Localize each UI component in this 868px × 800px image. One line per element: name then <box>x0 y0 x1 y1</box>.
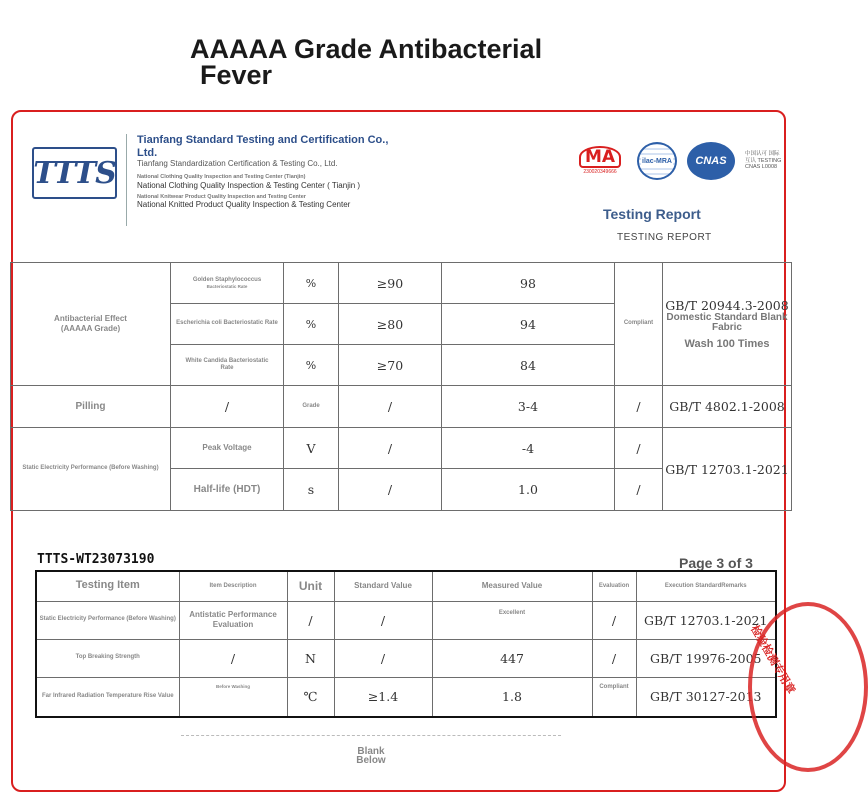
organization-block <box>137 134 397 213</box>
page-number: Page 3 of 3 <box>679 555 753 571</box>
unit-cell: Grade <box>284 386 339 428</box>
required-cell: / <box>339 428 442 469</box>
header-measured-value: Measured Value <box>432 571 592 601</box>
item-cell: White Candida Bacteriostatic Rate <box>171 345 284 386</box>
org-name: Tianfang Standard Testing and Certification Co., Ltd. <box>137 134 389 159</box>
measured-value-cell: Excellent <box>432 601 592 639</box>
measured-value-cell: 447 <box>432 639 592 677</box>
unit-cell: s <box>284 469 339 511</box>
blank-below-note: Blank Below <box>356 746 386 766</box>
header-testing-item: Testing Item <box>36 571 179 601</box>
judgement-cell: / <box>615 428 663 469</box>
item-cell: Escherichia coli Bacteriostatic Rate <box>171 304 284 345</box>
evaluation-cell: / <box>592 639 636 677</box>
standard-cell: GB/T 19976-2005 <box>636 639 776 677</box>
item-cell: / <box>171 386 284 428</box>
measured-cell: -4 <box>442 428 615 469</box>
standard-value-cell: / <box>334 639 432 677</box>
required-cell: / <box>339 469 442 511</box>
unit-cell: % <box>284 345 339 386</box>
static-standard: GB/T 12703.1-2021 <box>663 428 792 511</box>
judgement-cell: / <box>615 469 663 511</box>
cnas-text: CNAS <box>695 155 727 167</box>
item-cell: Static Electricity Performance (Before Washing) <box>36 601 179 639</box>
antibacterial-label: Antibacterial Effect (AAAAA Grade) <box>11 263 171 386</box>
standard-cell: GB/T 12703.1-2021 <box>636 601 776 639</box>
header-unit: Unit <box>287 571 334 601</box>
header-divider <box>126 134 127 226</box>
cnas-caption: 中国认可 国际互认 TESTING CNAS L0008 <box>745 151 782 171</box>
table-row <box>11 428 792 469</box>
center2-name: National Knitted Product Quality Inspection & Testing Center <box>137 200 351 210</box>
required-cell: ≥80 <box>339 304 442 345</box>
item-cell: Golden Staphylococcus Bacteriostatic Rate <box>171 263 284 304</box>
unit-cell: % <box>284 304 339 345</box>
unit-cell: / <box>287 601 334 639</box>
unit-cell: V <box>284 428 339 469</box>
standard-cell: GB/T 30127-2013 <box>636 677 776 717</box>
stamp-text: 检验检测专用章 <box>748 623 797 697</box>
item-cell: Far Infrared Radiation Temperature Rise Value <box>36 677 179 717</box>
ilac-text: ilac-MRA <box>642 157 672 165</box>
pilling-label: Pilling <box>11 386 171 428</box>
cnas-logo <box>687 142 735 180</box>
table-row <box>11 386 792 428</box>
center2-small: National Knitwear Product Quality Inspection and Testing Center <box>137 193 306 200</box>
logo-text: TTTS <box>33 155 116 191</box>
report-title: Testing Report <box>603 206 701 222</box>
header-standard-value: Standard Value <box>334 571 432 601</box>
required-cell: ≥70 <box>339 345 442 386</box>
required-cell: / <box>339 386 442 428</box>
ilac-mra-logo <box>637 142 677 180</box>
header-evaluation: Evaluation <box>592 571 636 601</box>
measured-cell: 84 <box>442 345 615 386</box>
org-name-secondary: Tianfang Standardization Certification & Testing Co., Ltd. <box>137 159 338 169</box>
unit-cell: % <box>284 263 339 304</box>
measured-value-cell: 1.8 <box>432 677 592 717</box>
header-item-description: Item Description <box>179 571 287 601</box>
standard-value-cell: / <box>334 601 432 639</box>
standard-value-cell: ≥1.4 <box>334 677 432 717</box>
red-seal-stamp <box>748 602 868 772</box>
evaluation-cell: Compliant <box>592 677 636 717</box>
table-header-row <box>36 571 776 601</box>
header-execution-standard: Execution StandardRemarks <box>636 571 776 601</box>
results-table-upper <box>10 262 792 511</box>
evaluation-cell: / <box>592 601 636 639</box>
standard-cell: GB/T 4802.1-2008 <box>663 386 792 428</box>
desc-cell: Before Washing <box>179 677 287 717</box>
blank-divider <box>181 735 561 736</box>
unit-cell: ℃ <box>287 677 334 717</box>
required-cell: ≥90 <box>339 263 442 304</box>
report-number: TTTS-WT23073190 <box>37 552 155 567</box>
antibacterial-standard: GB/T 20944.3-2008 Domestic Standard Blank Fabric Wash 100 Times <box>663 263 792 386</box>
table-row <box>36 601 776 639</box>
title-line-1: AAAAA Grade Antibacterial <box>190 34 543 64</box>
measured-cell: 94 <box>442 304 615 345</box>
static-label: Static Electricity Performance (Before Washing) <box>11 428 171 511</box>
report-subtitle: TESTING REPORT <box>617 232 712 243</box>
item-cell: Half-life (HDT) <box>171 469 284 511</box>
results-table-lower <box>35 570 777 718</box>
ttts-logo <box>32 147 117 199</box>
measured-cell: 98 <box>442 263 615 304</box>
desc-cell: Antistatic Performance Evaluation <box>179 601 287 639</box>
page-title <box>190 36 630 88</box>
center1-name: National Clothing Quality Inspection & Testing Center ( Tianjin ) <box>137 180 361 190</box>
table-row <box>11 263 792 304</box>
desc-cell: / <box>179 639 287 677</box>
cma-logo <box>573 146 627 176</box>
compliance-cell: Compliant <box>615 263 663 386</box>
item-cell: Peak Voltage <box>171 428 284 469</box>
cma-number: 230020349666 <box>583 169 617 175</box>
table-row <box>36 677 776 717</box>
report-frame <box>11 110 797 792</box>
title-line-2: Fever <box>200 60 273 90</box>
cma-mark: MA <box>579 146 621 168</box>
center1-small: National Clothing Quality Inspection and Testing Center (Tianjin) <box>137 174 306 181</box>
certification-logos <box>573 142 785 180</box>
measured-cell: 3-4 <box>442 386 615 428</box>
table-row <box>36 639 776 677</box>
unit-cell: N <box>287 639 334 677</box>
judgement-cell: / <box>615 386 663 428</box>
measured-cell: 1.0 <box>442 469 615 511</box>
item-cell: Top Breaking Strength <box>36 639 179 677</box>
